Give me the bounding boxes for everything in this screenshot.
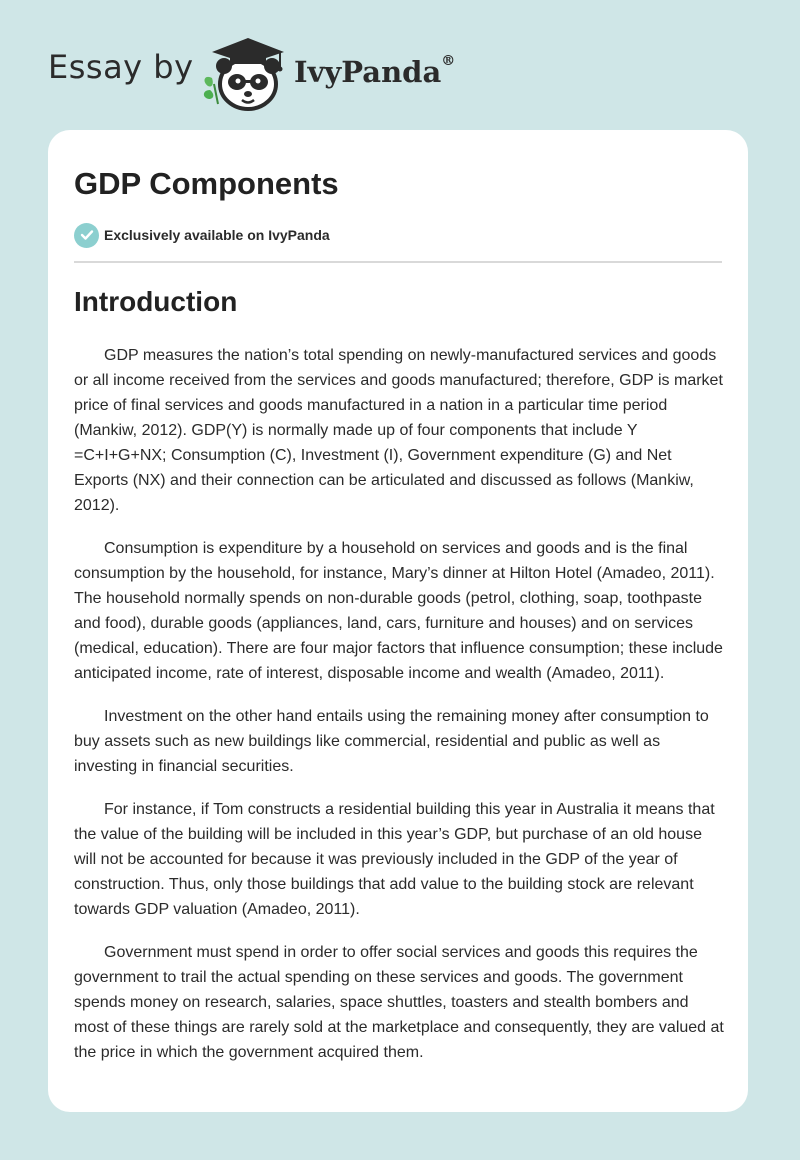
trademark-symbol: ®	[441, 53, 456, 69]
essay-card	[48, 130, 748, 1112]
paragraph: Government must spend in order to offer social services and goods this requires the government to trail the actual spending on these services and goods. The government spends money on research, salaries, space shuttles, toasters and stealth bombers and most of these things are rarely sold at the marketplace and consequently, they are valued at the price in which the government acquired them.	[74, 944, 724, 1061]
paragraph: Consumption is expenditure by a household on services and goods and is the final consumption by the household, for instance, Mary’s dinner at Hilton Hotel (Amadeo, 2011). The household normally spends on non-durable goods (petrol, clothing, soap, toothpaste and food), durable goods (appliances, land, cars, furniture and houses) and on services (medical, education). There are four major factors that influence consumption; these include anticipated income, rate of interest, disposable income and wealth (Amadeo, 2011).	[74, 540, 723, 682]
essay-body	[74, 343, 726, 1083]
page-title: GDP Components	[74, 166, 339, 201]
leaf-icon	[204, 77, 218, 104]
exclusive-badge-text: Exclusively available on IvyPanda	[104, 227, 330, 243]
paragraph: GDP measures the nation’s total spending on newly-manufactured services and goods or all income received from the services and goods manufactured; therefore, GDP is market price of final services and goods manufactured in a nation in a particular time period (Mankiw, 2012). GDP(Y) is normally made up of four components that include Y =C+I+G+NX; Consumption (C), Investment (I), Government expenditure (G) and Net Exports (NX) and their connection can be articulated and discussed as follows (Mankiw, 2012).	[74, 347, 723, 514]
section-heading-introduction: Introduction	[74, 286, 238, 317]
divider	[74, 261, 722, 263]
check-icon	[74, 223, 99, 248]
ivypanda-logo[interactable]	[200, 34, 290, 114]
essay-by-label: Essay by	[48, 48, 194, 86]
paragraph: Investment on the other hand entails using the remaining money after consumption to buy assets such as new buildings like commercial, residential and public as well as investing in financial securities.	[74, 708, 709, 775]
panda-graduate-logo-icon	[200, 34, 290, 114]
site-header	[0, 0, 800, 130]
exclusive-badge	[74, 222, 330, 248]
brand-name: IvyPanda®	[294, 53, 456, 89]
paragraph: For instance, if Tom constructs a residential building this year in Australia it means that the value of the building will be included in this year’s GDP, but purchase of an old house will not be accounted for because it was previously included in the GDP of the year of construction. Thus, only those buildings that add value to the building stock are relevant towards GDP valuation (Amadeo, 2011).	[74, 801, 715, 918]
